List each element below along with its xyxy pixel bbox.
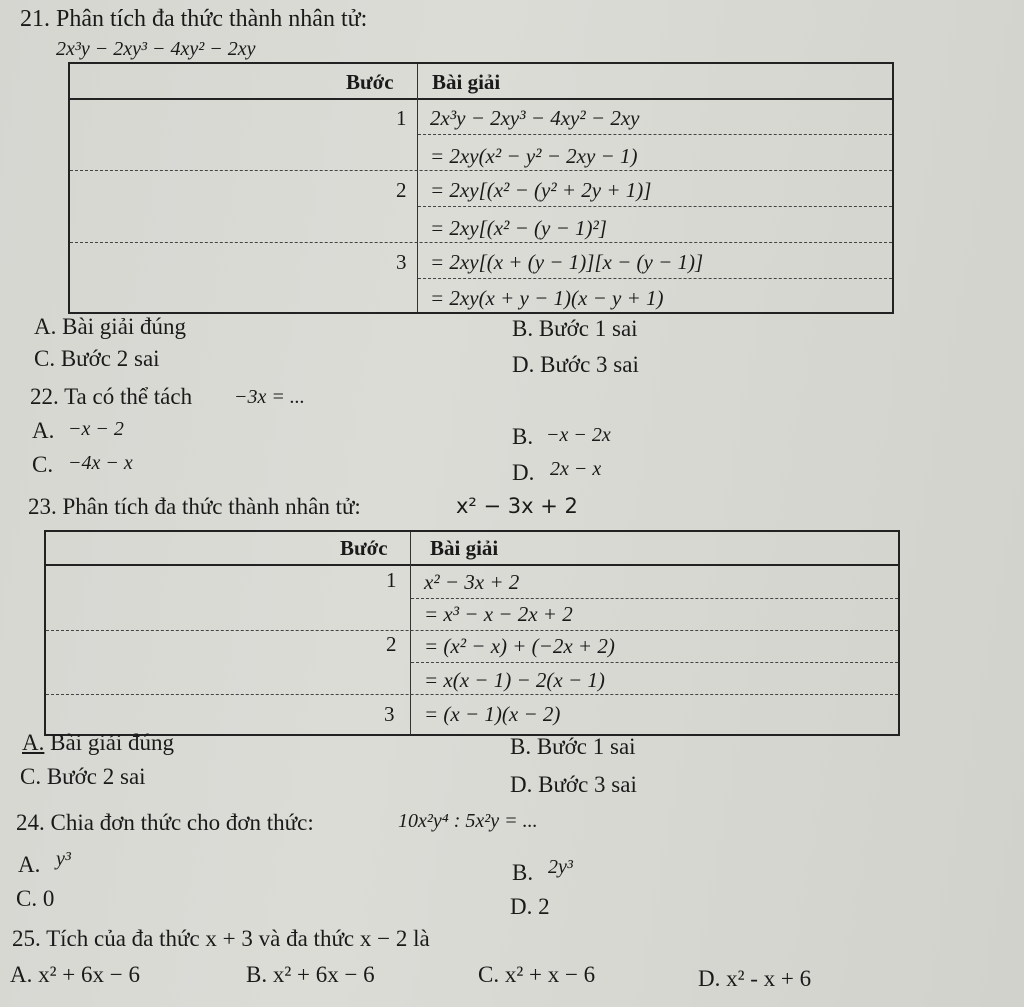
- q21-step-1: 1: [396, 106, 407, 130]
- q23-expression: x² − 3x + 2: [456, 494, 578, 518]
- q23-option-d: D. Bước 3 sai: [510, 772, 637, 797]
- q23-header-step: Bước: [340, 536, 388, 560]
- q23-step-1: 1: [386, 568, 397, 592]
- q25-option-d: D. x² - x + 6: [698, 966, 812, 991]
- q21-option-a: A. Bài giải đúng: [34, 314, 187, 339]
- q21-step-1-line-1: 2x³y − 2xy³ − 4xy² − 2xy: [430, 106, 640, 130]
- q22-option-b-label: B.: [512, 424, 534, 449]
- q23-step-3-line-1: = (x − 1)(x − 2): [424, 702, 561, 726]
- q22-option-c-label: C.: [32, 452, 54, 477]
- q23-step-2: 2: [386, 632, 397, 656]
- q21-expression: 2x³y − 2xy³ − 4xy² − 2xy: [56, 38, 256, 60]
- q23-header-solution: Bài giải: [430, 536, 499, 560]
- q22-option-d-label: D.: [512, 460, 535, 485]
- q23-step-3: 3: [384, 702, 395, 726]
- q21-option-d: D. Bước 3 sai: [512, 352, 639, 377]
- q23-step-1-line-2: = x³ − x − 2x + 2: [424, 602, 573, 626]
- q21-option-b: B. Bước 1 sai: [512, 316, 638, 341]
- q21-option-c: C. Bước 2 sai: [34, 346, 160, 371]
- q21-step-2: 2: [396, 178, 407, 202]
- q23-title: 23. Phân tích đa thức thành nhân tử:: [28, 494, 361, 519]
- q23-option-a-letter: A.: [22, 730, 45, 755]
- q25-option-b: B. x² + 6x − 6: [246, 962, 375, 987]
- q22-expression: −3x = ...: [234, 386, 305, 408]
- q24-title: 24. Chia đơn thức cho đơn thức:: [16, 810, 314, 835]
- q21-step-3-line-1: = 2xy[(x + (y − 1)][x − (y − 1)]: [430, 250, 704, 274]
- q24-option-b: 2y³: [548, 856, 573, 878]
- q23-option-a-text: Bài giải đúng: [44, 730, 175, 755]
- q22-option-c: −4x − x: [68, 452, 133, 474]
- q23-option-c: C. Bước 2 sai: [20, 764, 146, 789]
- q23-step-2-line-2: = x(x − 1) − 2(x − 1): [424, 668, 605, 692]
- q23-option-b: B. Bước 1 sai: [510, 734, 636, 759]
- q22-option-a: −x − 2: [68, 418, 124, 440]
- q24-expression: 10x²y⁴ : 5x²y = ...: [398, 810, 538, 832]
- q21-solution-table: [68, 62, 894, 314]
- q21-step-3-line-2: = 2xy(x + y − 1)(x − y + 1): [430, 286, 664, 310]
- q23-option-a: [22, 730, 174, 756]
- q21-header-step: Bước: [346, 70, 394, 94]
- q24-option-a: y³: [56, 848, 71, 870]
- q23-step-1-line-1: x² − 3x + 2: [424, 570, 520, 594]
- q25-option-a: A. x² + 6x − 6: [10, 962, 140, 987]
- q21-header-solution: Bài giải: [432, 70, 501, 94]
- q24-option-b-label: B.: [512, 860, 534, 885]
- q24-option-a-label: A.: [18, 852, 41, 877]
- q21-title: 21. Phân tích đa thức thành nhân tử:: [20, 6, 368, 32]
- q22-option-b: −x − 2x: [546, 424, 611, 446]
- q24-option-d: D. 2: [510, 894, 550, 919]
- q24-option-c: C. 0: [16, 886, 55, 911]
- q22-title: 22. Ta có thể tách: [30, 384, 193, 409]
- q25-option-c: C. x² + x − 6: [478, 962, 596, 987]
- q22-option-d: 2x − x: [550, 458, 602, 480]
- q23-solution-table: [44, 530, 900, 736]
- q21-step-3: 3: [396, 250, 407, 274]
- q25-title: 25. Tích của đa thức x + 3 và đa thức x − 2 là: [12, 926, 430, 951]
- q23-step-2-line-1: = (x² − x) + (−2x + 2): [424, 634, 615, 658]
- q22-option-a-label: A.: [32, 418, 55, 443]
- q21-step-2-line-1: = 2xy[(x² − (y² + 2y + 1)]: [430, 178, 652, 202]
- q21-step-1-line-2: = 2xy(x² − y² − 2xy − 1): [430, 144, 638, 168]
- q21-step-2-line-2: = 2xy[(x² − (y − 1)²]: [430, 216, 607, 240]
